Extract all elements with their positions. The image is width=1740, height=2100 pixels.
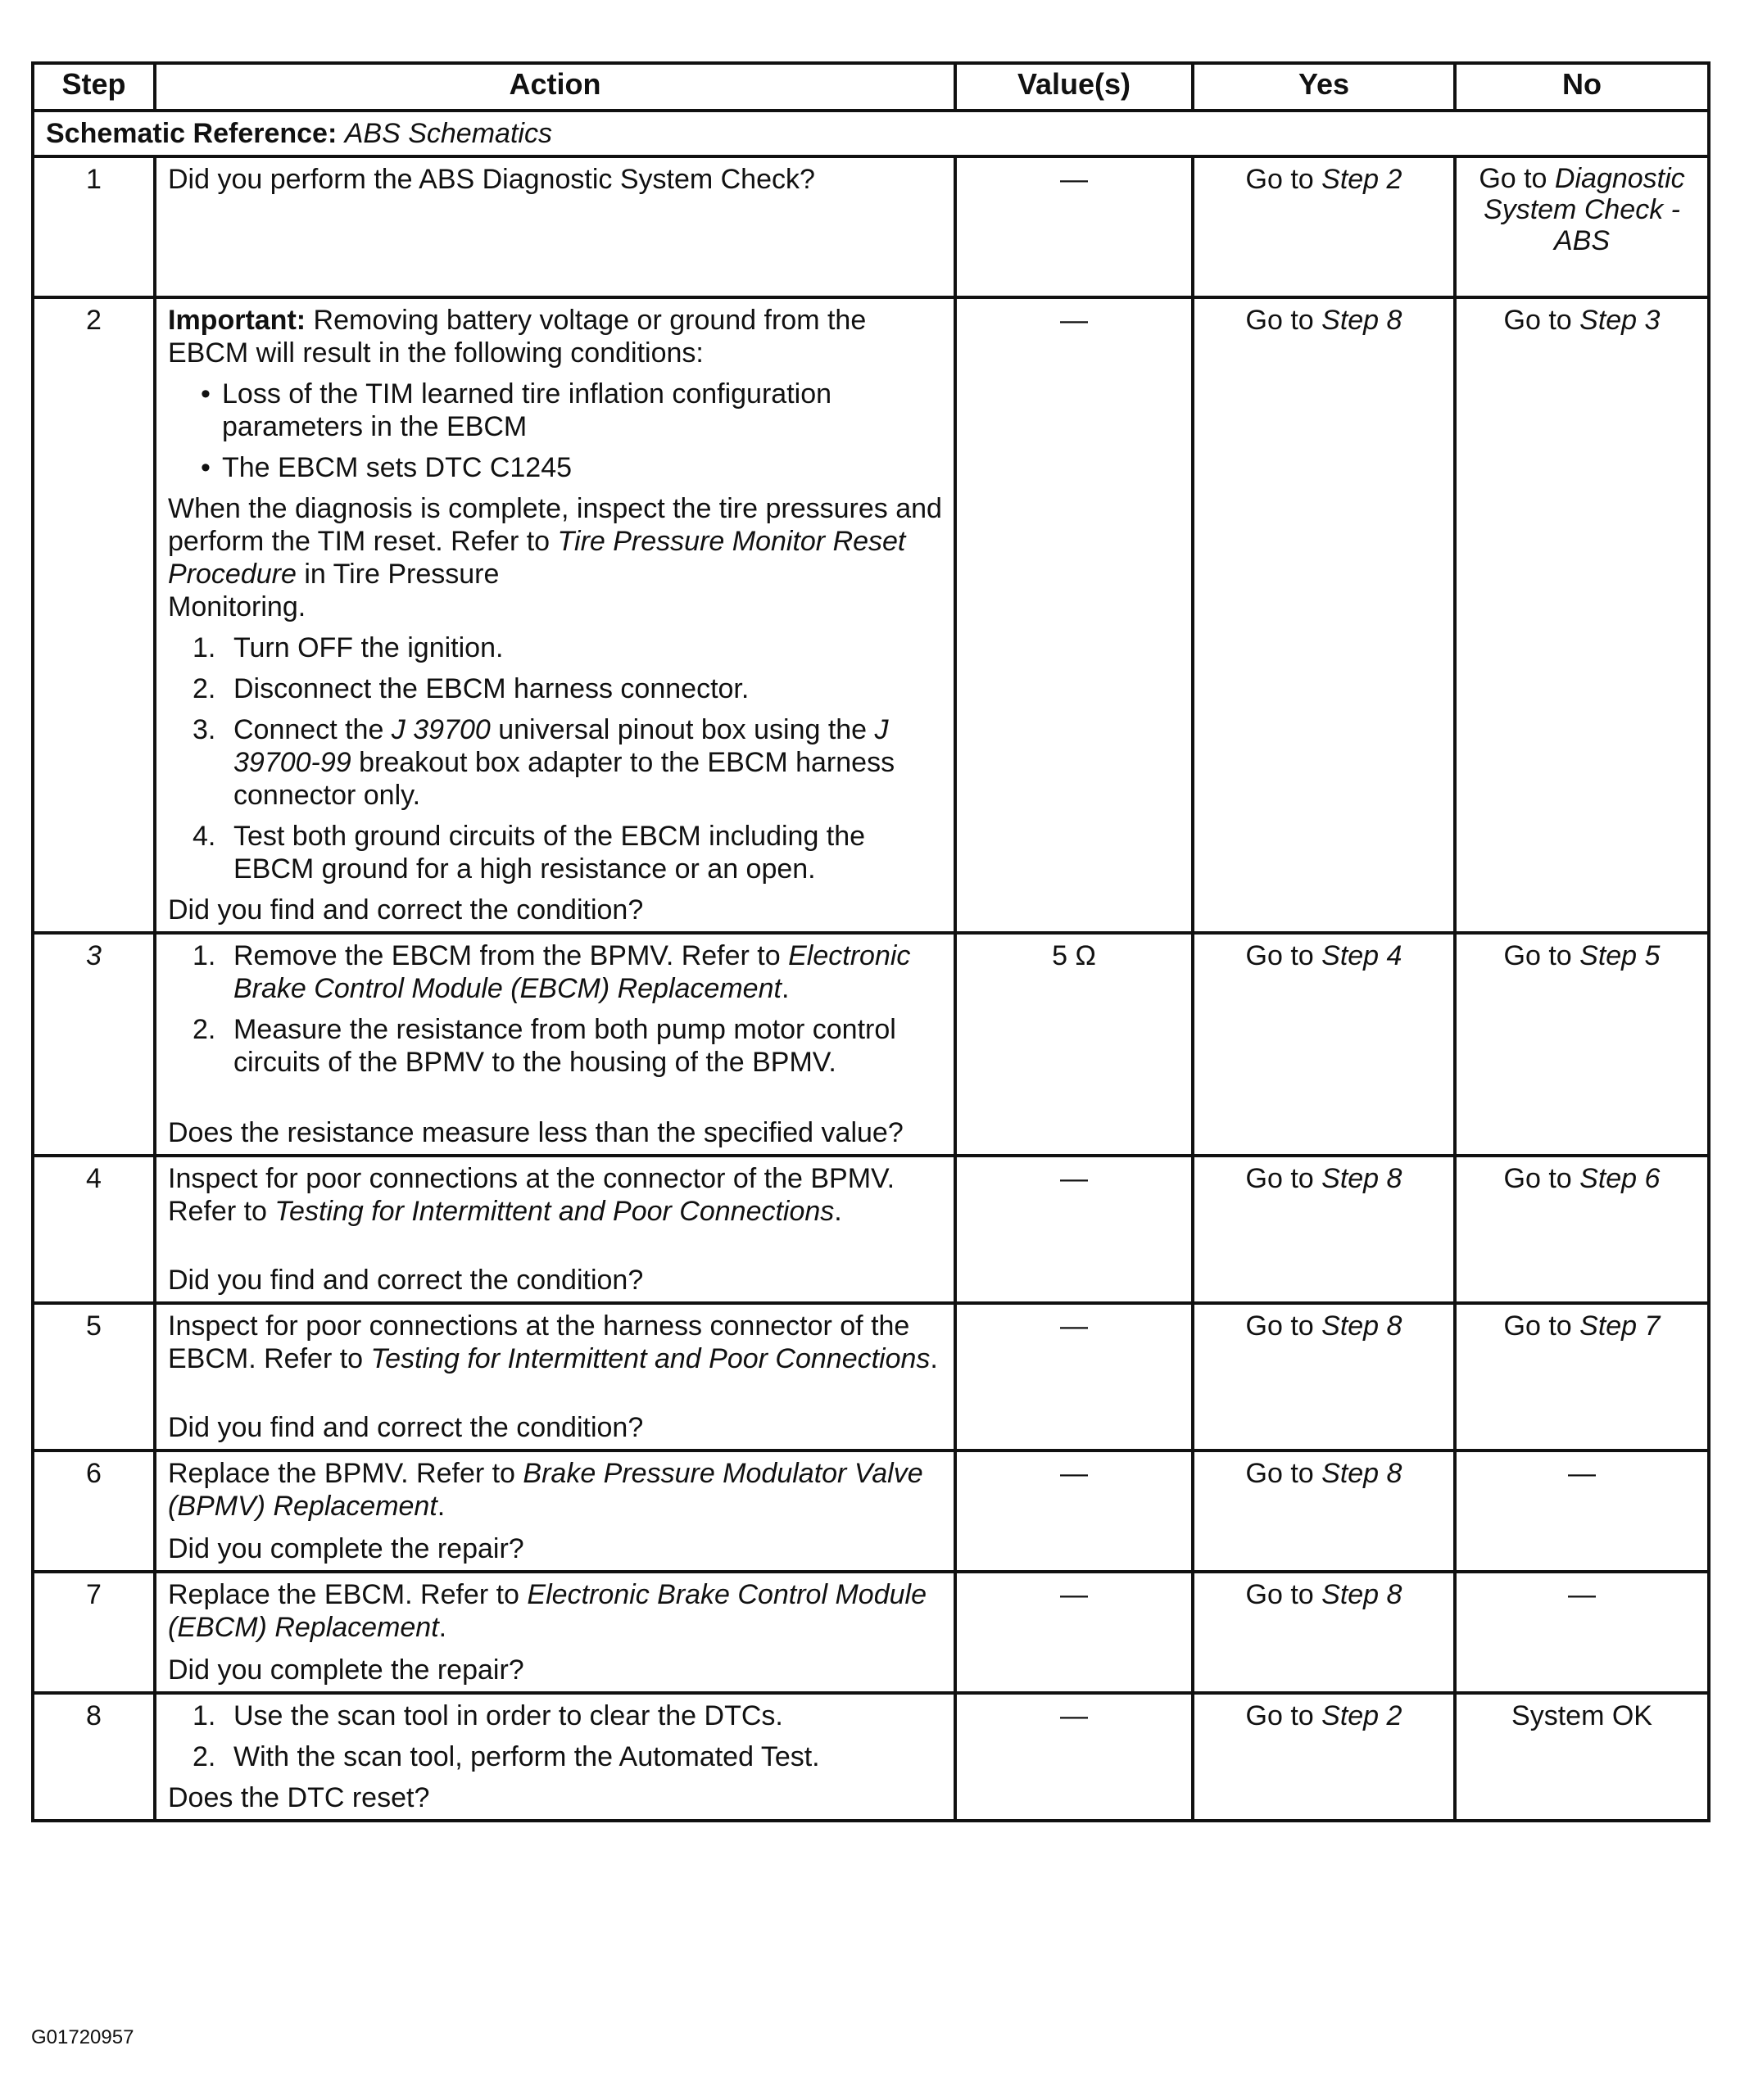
yes-cell (1193, 1451, 1455, 1572)
step-number: 8 (33, 1693, 155, 1821)
table-row-step-1 (33, 156, 1709, 297)
instruction-end: . (437, 1491, 446, 1522)
yes-cell (1193, 156, 1455, 297)
yes-prefix: Go to (1245, 305, 1322, 336)
step-question: Does the DTC reset? (168, 1782, 430, 1813)
action-cell (155, 1572, 955, 1693)
table-row-step-8 (33, 1693, 1709, 1821)
no-cell (1455, 1156, 1709, 1303)
schematic-link: ABS Schematics (344, 118, 552, 149)
list-item (168, 939, 942, 1005)
step-instruction (168, 1457, 942, 1523)
no-prefix: Go to (1503, 940, 1580, 971)
schematic-reference (33, 111, 1709, 156)
testing-connections-link: Testing for Intermittent and Poor Connections (370, 1343, 931, 1374)
value-cell: — (955, 1156, 1193, 1303)
step-question: Did you complete the repair? (168, 1654, 524, 1686)
item-text: With the scan tool, perform the Automated Test. (233, 1741, 820, 1772)
tool-ref: J 39700-99 (233, 714, 889, 778)
action-cell (155, 1693, 955, 1821)
value-cell: — (955, 297, 1193, 933)
list-item (168, 713, 942, 812)
step-question: Did you find and correct the condition? (168, 1265, 644, 1296)
item-text: Measure the resistance from both pump motor control circuits of the BPMV to the housing of the BPMV. (233, 1014, 896, 1078)
schematic-row (33, 111, 1709, 156)
list-item (168, 1699, 942, 1732)
step-instruction (168, 1310, 942, 1375)
no-target-link: Step 3 (1579, 305, 1661, 336)
instruction-text: Inspect for poor connections at the connector of the BPMV. Refer to (168, 1163, 895, 1227)
yes-target-link: Step 8 (1321, 305, 1402, 336)
ebcm-replacement-link: Electronic Brake Control Module (EBCM) Replacement (168, 1579, 927, 1643)
step-question: Does the resistance measure less than the specified value? (168, 1117, 904, 1148)
item-text: universal pinout box using the (490, 714, 875, 745)
item-number: 4. (193, 821, 216, 852)
item-number: 1. (193, 1700, 216, 1731)
no-cell: System OK (1455, 1693, 1709, 1821)
yes-prefix: Go to (1245, 1163, 1322, 1194)
header-yes: Yes (1193, 63, 1455, 111)
figure-id: G01720957 (31, 2026, 134, 2048)
list-item (168, 631, 942, 664)
bpmv-replacement-link: Brake Pressure Modulator Valve (BPMV) Replacement (168, 1458, 923, 1522)
condition-list (168, 378, 942, 484)
header-no: No (1455, 63, 1709, 111)
tool-ref: J 39700 (391, 714, 491, 745)
yes-cell (1193, 1572, 1455, 1693)
list-item (168, 672, 942, 705)
procedure-list (168, 939, 942, 1079)
yes-prefix: Go to (1245, 940, 1322, 971)
instruction-text: Inspect for poor connections at the harness connector of the EBCM. Refer to (168, 1310, 910, 1374)
no-prefix: Go to (1503, 305, 1580, 336)
tire-pressure-reset-link: Tire Pressure Monitor Reset Procedure (168, 526, 906, 590)
yes-cell (1193, 933, 1455, 1156)
instruction-end: . (438, 1612, 447, 1643)
header-action: Action (155, 63, 955, 111)
action-cell (155, 156, 955, 297)
action-cell (155, 933, 955, 1156)
yes-target-link: Step 2 (1321, 1700, 1402, 1731)
yes-target-link: Step 8 (1321, 1458, 1402, 1489)
item-number: 2. (193, 1014, 216, 1045)
procedure-list (168, 631, 942, 885)
yes-cell (1193, 1303, 1455, 1451)
instruction-text: Replace the BPMV. Refer to (168, 1458, 523, 1489)
note-text: When the diagnosis is complete, inspect the tire pressures and perform the TIM reset. Refer to (168, 493, 942, 557)
important-label: Important: (168, 305, 306, 336)
step-question: Did you perform the ABS Diagnostic System Check? (168, 164, 815, 195)
no-cell (1455, 933, 1709, 1156)
list-item: • Loss of the TIM learned tire inflation configuration parameters in the EBCM (168, 378, 942, 443)
note-text-3: Monitoring. (168, 591, 306, 622)
item-text: Remove the EBCM from the BPMV. Refer to (233, 940, 789, 971)
yes-prefix: Go to (1245, 1458, 1322, 1489)
list-item (168, 1013, 942, 1079)
step-number: 4 (33, 1156, 155, 1303)
no-prefix: Go to (1503, 1163, 1580, 1194)
table-row-step-5 (33, 1303, 1709, 1451)
item-text: Disconnect the EBCM harness connector. (233, 673, 750, 704)
yes-cell (1193, 297, 1455, 933)
step-question: Did you find and correct the condition? (168, 1412, 644, 1443)
tim-reset-note (168, 492, 942, 623)
yes-cell (1193, 1693, 1455, 1821)
action-cell (155, 1303, 955, 1451)
header-step: Step (33, 63, 155, 111)
yes-prefix: Go to (1245, 1310, 1322, 1342)
action-cell (155, 297, 955, 933)
item-text: Turn OFF the ignition. (233, 632, 504, 663)
step-number: 1 (33, 156, 155, 297)
list-item: • The EBCM sets DTC C1245 (168, 451, 942, 484)
item-text: Use the scan tool in order to clear the DTCs. (233, 1700, 783, 1731)
no-prefix: Go to (1503, 1310, 1580, 1342)
item-text: breakout box adapter to the EBCM harness connector only. (233, 747, 895, 811)
no-cell (1455, 1303, 1709, 1451)
item-number: 2. (193, 1741, 216, 1772)
item-number: 1. (193, 940, 216, 971)
table-row-step-6 (33, 1451, 1709, 1572)
diagnostic-table (31, 61, 1711, 1822)
no-target-link: Step 6 (1579, 1163, 1661, 1194)
no-target-link: Step 7 (1579, 1310, 1661, 1342)
diagnostic-page (31, 61, 1707, 1822)
step-instruction (168, 1162, 942, 1228)
step-number: 3 (33, 933, 155, 1156)
value-cell: — (955, 1572, 1193, 1693)
important-note (168, 304, 942, 369)
item-end: . (781, 973, 790, 1004)
no-cell: — (1455, 1451, 1709, 1572)
yes-target-link: Step 2 (1321, 164, 1402, 195)
important-text: Removing battery voltage or ground from the EBCM will result in the following conditions: (168, 305, 867, 369)
step-instruction (168, 1578, 942, 1644)
yes-prefix: Go to (1245, 1579, 1322, 1610)
item-number: 1. (193, 632, 216, 663)
item-text: Test both ground circuits of the EBCM including the EBCM ground for a high resistance or an open. (233, 821, 866, 885)
list-item (168, 1740, 942, 1773)
yes-target-link: Step 8 (1321, 1310, 1402, 1342)
yes-target-link: Step 8 (1321, 1579, 1402, 1610)
action-cell (155, 1451, 955, 1572)
step-number: 6 (33, 1451, 155, 1572)
step-number: 7 (33, 1572, 155, 1693)
item-number: 2. (193, 673, 216, 704)
instruction-end: . (930, 1343, 938, 1374)
item-number: 3. (193, 714, 216, 745)
no-cell (1455, 297, 1709, 933)
schematic-label: Schematic Reference: (46, 118, 338, 149)
no-prefix: Go to (1479, 163, 1555, 194)
item-text: Connect the (233, 714, 392, 745)
instruction-text: Replace the EBCM. Refer to (168, 1579, 528, 1610)
value-cell: — (955, 1693, 1193, 1821)
table-row-step-3 (33, 933, 1709, 1156)
table-row-step-2 (33, 297, 1709, 933)
yes-target-link: Step 8 (1321, 1163, 1402, 1194)
step-question: Did you find and correct the condition? (168, 894, 644, 926)
action-cell (155, 1156, 955, 1303)
value-cell: 5 Ω (955, 933, 1193, 1156)
no-cell: — (1455, 1572, 1709, 1693)
step-question: Did you complete the repair? (168, 1533, 524, 1564)
yes-prefix: Go to (1245, 1700, 1322, 1731)
step-number: 5 (33, 1303, 155, 1451)
no-target-link: Step 5 (1579, 940, 1661, 971)
instruction-end: . (834, 1196, 842, 1227)
table-row-step-7 (33, 1572, 1709, 1693)
note-text-2: in Tire Pressure (296, 559, 500, 590)
header-row (33, 63, 1709, 111)
value-cell: — (955, 156, 1193, 297)
ebcm-replacement-link: Electronic Brake Control Module (EBCM) Replacement (233, 940, 911, 1004)
procedure-list (168, 1699, 942, 1773)
header-values: Value(s) (955, 63, 1193, 111)
no-cell (1455, 156, 1709, 297)
table-row-step-4 (33, 1156, 1709, 1303)
yes-target-link: Step 4 (1321, 940, 1402, 971)
yes-cell (1193, 1156, 1455, 1303)
yes-prefix: Go to (1245, 164, 1322, 195)
testing-connections-link: Testing for Intermittent and Poor Connections (274, 1196, 835, 1227)
value-cell: — (955, 1451, 1193, 1572)
step-number: 2 (33, 297, 155, 933)
value-cell: — (955, 1303, 1193, 1451)
no-target-link: Diagnostic System Check - ABS (1484, 163, 1685, 256)
list-item (168, 820, 942, 885)
